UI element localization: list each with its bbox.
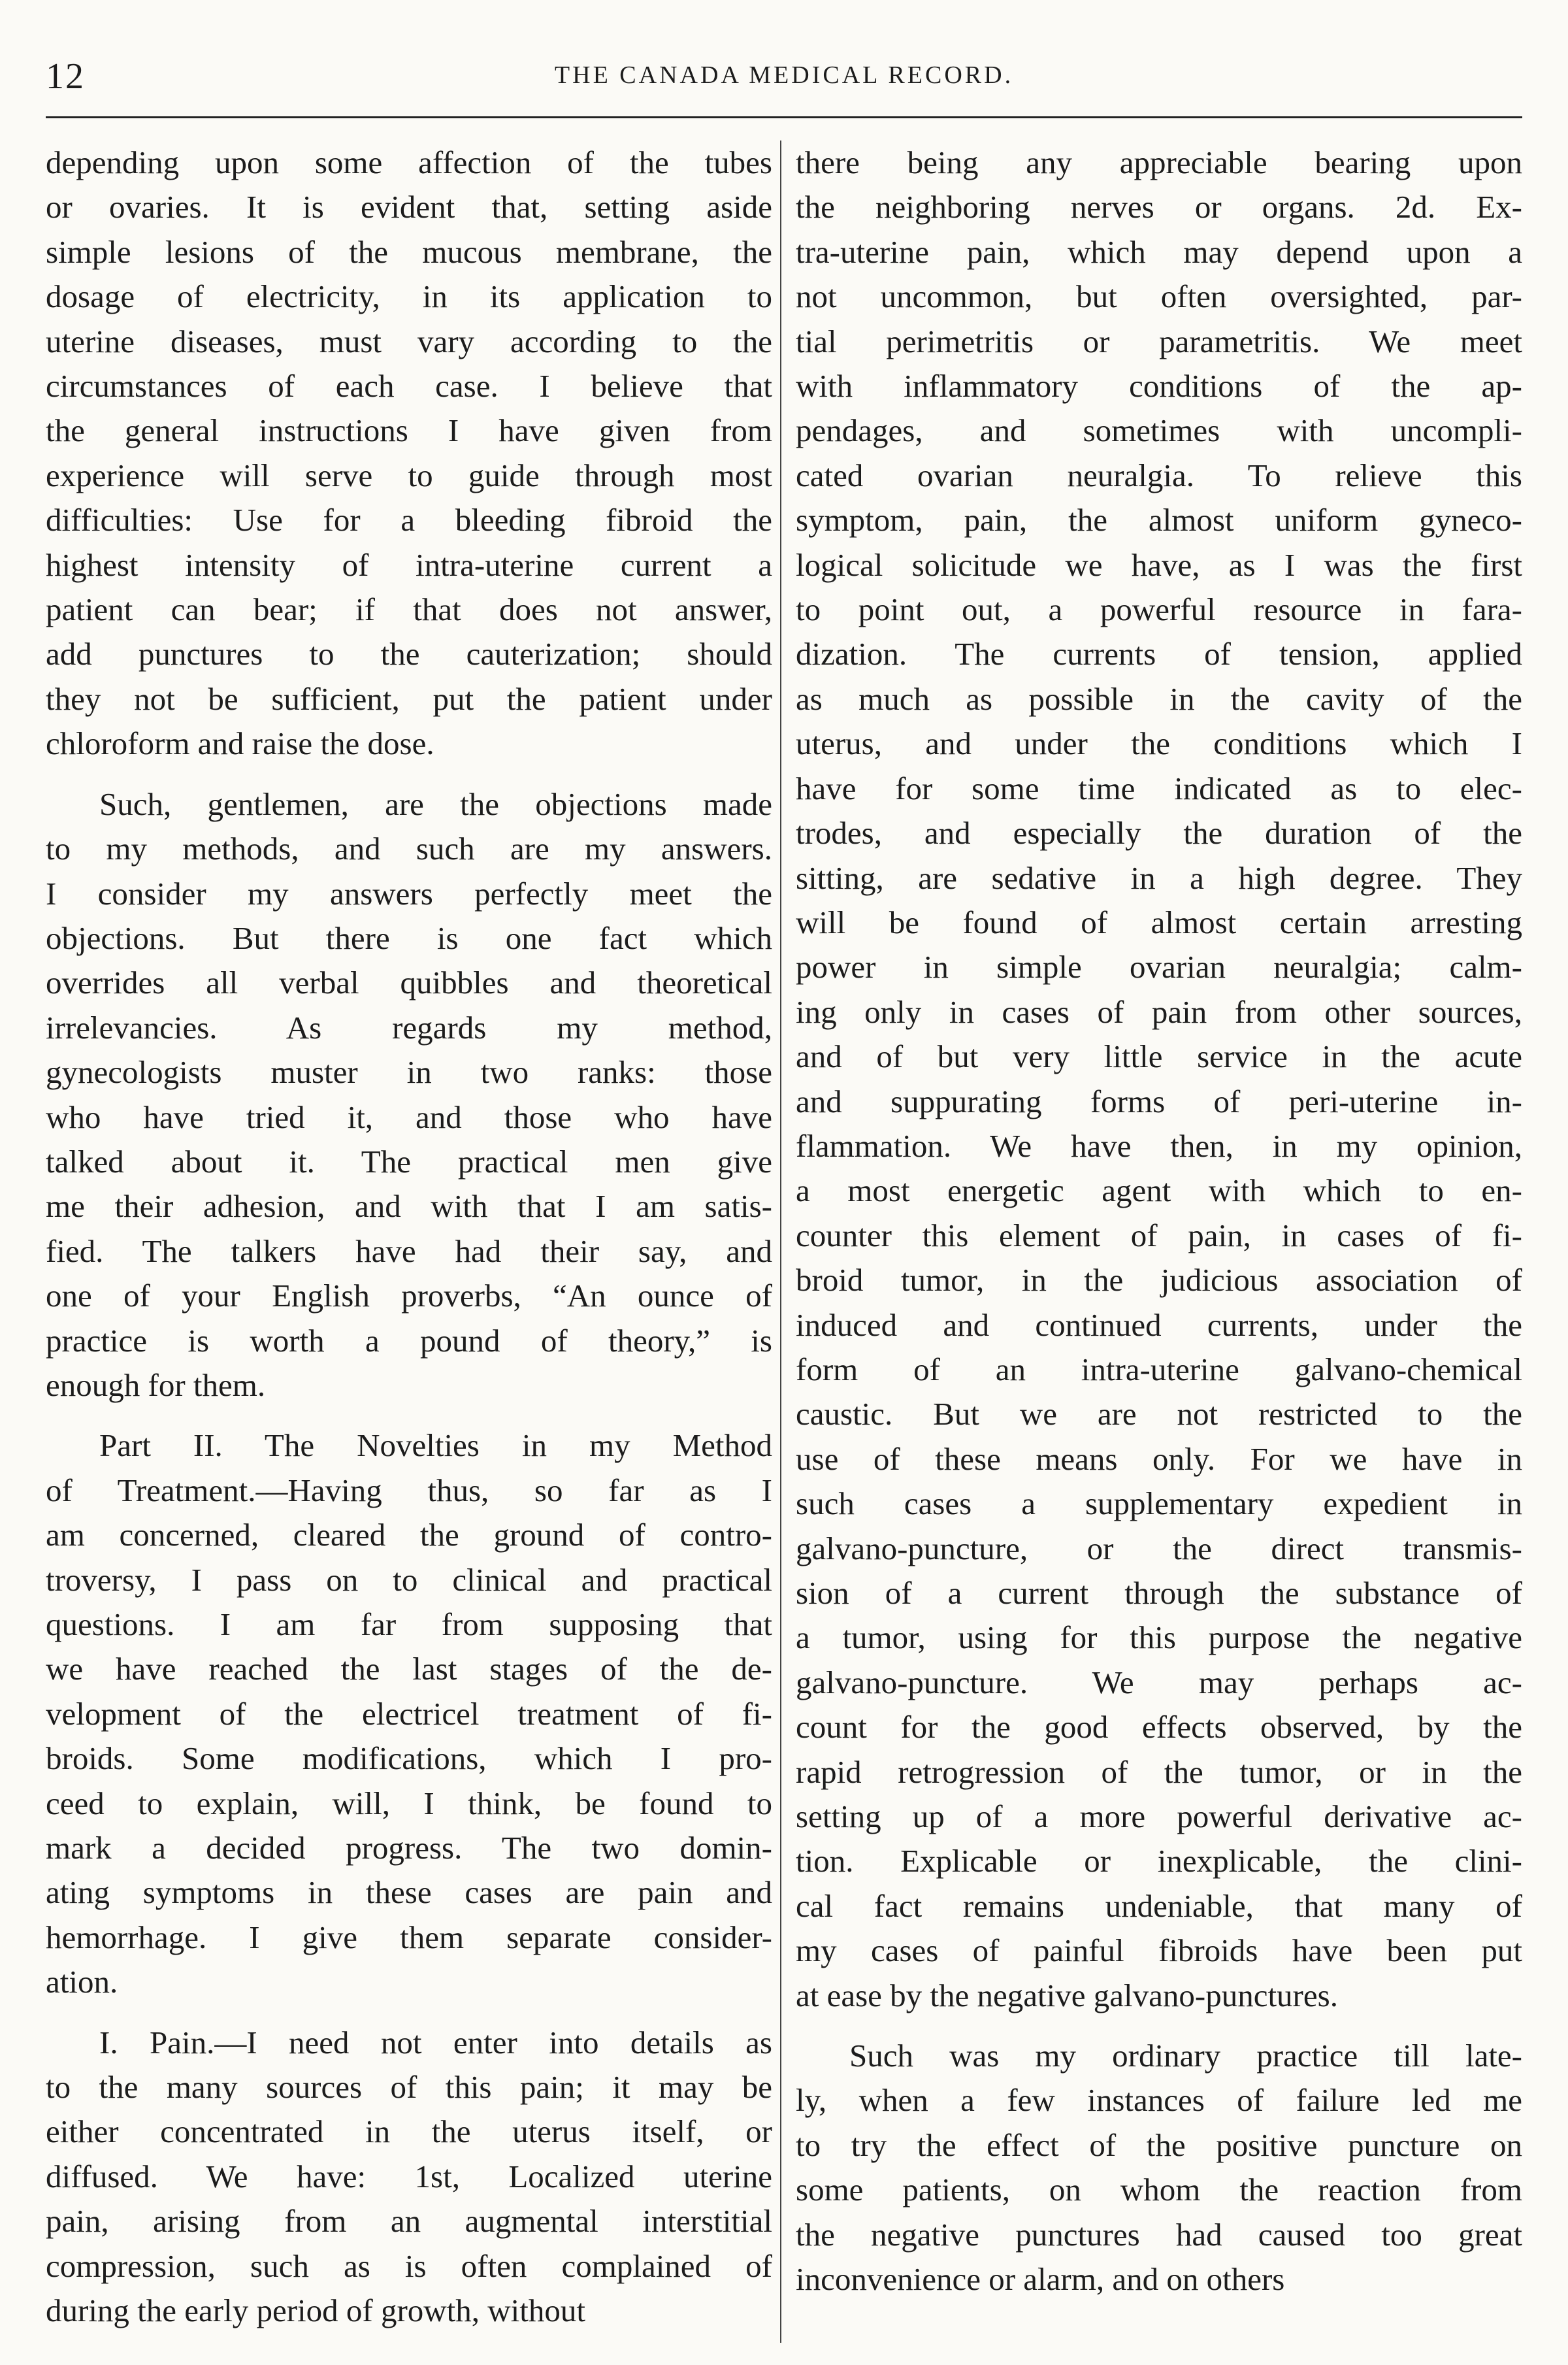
page-number: 12 (46, 56, 85, 97)
text-line: some patients, on whom the reaction from (796, 2172, 1522, 2208)
text-line: patient can bear; if that does not answer, (46, 591, 772, 628)
text-line: broid tumor, in the judicious association of (796, 1262, 1522, 1298)
paragraph (46, 141, 772, 767)
text-line: galvano-puncture. We may perhaps ac- (796, 1664, 1522, 1700)
text-line: as much as possible in the cavity of the (796, 680, 1522, 717)
paragraph (796, 141, 1522, 2018)
text-line: have for some time indicated as to elec- (796, 770, 1522, 806)
text-line: depending upon some affection of the tubes (46, 144, 772, 180)
text-line: who have tried it, and those who have (46, 1099, 772, 1135)
text-line: ating symptoms in these cases are pain and (46, 1874, 772, 1911)
column-divider (780, 141, 781, 2343)
text-line: setting up of a more powerful derivative ac- (796, 1798, 1522, 1835)
header-rule (46, 116, 1522, 118)
text-line: trodes, and especially the duration of the (796, 815, 1522, 852)
text-line: to my methods, and such are my answers. (46, 831, 772, 867)
text-line: symptom, pain, the almost uniform gyneco- (796, 502, 1522, 538)
text-line: me their adhesion, and with that I am satis- (46, 1188, 772, 1225)
text-line: to try the effect of the positive puncture on (796, 2126, 1522, 2163)
text-line: enough for them. (46, 1366, 266, 1403)
text-line: Such was my ordinary practice till late- (849, 2038, 1522, 2074)
text-line: ly, when a few instances of failure led me (796, 2082, 1522, 2119)
paragraph (46, 2021, 772, 2334)
text-line: practice is worth a pound of theory,” is (46, 1322, 772, 1359)
text-line: cated ovarian neuralgia. To relieve this (796, 457, 1522, 493)
text-line: objections. But there is one fact which (46, 919, 772, 956)
text-line: questions. I am far from supposing that (46, 1606, 772, 1642)
text-line: we have reached the last stages of the de- (46, 1651, 772, 1687)
text-line: compression, such as is often complained of (46, 2247, 772, 2284)
text-line: chloroform and raise the dose. (46, 725, 434, 762)
text-line: with inflammatory conditions of the ap- (796, 368, 1522, 405)
paragraph (46, 782, 772, 1408)
left-column (46, 141, 772, 2343)
text-line: irrelevancies. As regards my method, (46, 1009, 772, 1046)
text-line: circumstances of each case. I believe that (46, 368, 772, 405)
text-line: troversy, I pass on to clinical and practical (46, 1561, 772, 1598)
text-line: galvano-puncture, or the direct transmis- (796, 1530, 1522, 1566)
section-heading-paragraph (46, 1423, 772, 2004)
right-column (796, 141, 1522, 2343)
text-line: pendages, and sometimes with uncompli- (796, 412, 1522, 449)
text-line: use of these means only. For we have in (796, 1440, 1522, 1477)
text-line: counter this element of pain, in cases of fi- (796, 1217, 1522, 1253)
text-line: Part II. The Novelties in my Method (99, 1427, 772, 1464)
text-line: difficulties: Use for a bleeding fibroid the (46, 502, 772, 538)
text-line: rapid retrogression of the tumor, or in the (796, 1753, 1522, 1790)
running-head: THE CANADA MEDICAL RECORD. (554, 61, 1014, 89)
text-line: my cases of painful fibroids have been put (796, 1932, 1522, 1969)
text-line: experience will serve to guide through most (46, 457, 772, 493)
text-line: induced and continued currents, under the (796, 1306, 1522, 1343)
text-line: one of your English proverbs, “An ounce of (46, 1278, 772, 1314)
text-line: ing only in cases of pain from other sources, (796, 993, 1522, 1030)
text-line: a most energetic agent with which to en- (796, 1172, 1522, 1209)
text-line: logical solicitude we have, as I was the first (796, 546, 1522, 583)
text-line: form of an intra-uterine galvano-chemical (796, 1351, 1522, 1387)
text-line: cal fact remains undeniable, that many of (796, 1887, 1522, 1924)
text-line: inconvenience or alarm, and on others (796, 2261, 1285, 2298)
text-line: gynecologists muster in two ranks: those (46, 1054, 772, 1091)
text-line: will be found of almost certain arresting (796, 904, 1522, 940)
text-line: power in simple ovarian neuralgia; calm- (796, 949, 1522, 985)
text-line: such cases a supplementary expedient in (796, 1485, 1522, 1522)
text-line: sitting, are sedative in a high degree. They (796, 859, 1522, 896)
page-header (46, 36, 1522, 101)
text-line: I. Pain.—I need not enter into details as (99, 2024, 772, 2060)
text-line: uterus, and under the conditions which I (796, 725, 1522, 762)
text-line: of Treatment.—Having thus, so far as I (46, 1472, 772, 1508)
text-line: I consider my answers perfectly meet the (46, 875, 772, 912)
text-line: and of but very little service in the acute (796, 1038, 1522, 1075)
text-line: hemorrhage. I give them separate consider- (46, 1919, 772, 1955)
text-line: am concerned, cleared the ground of contro- (46, 1517, 772, 1553)
text-line: tion. Explicable or inexplicable, the clini- (796, 1843, 1522, 1879)
text-line: at ease by the negative galvano-punctures. (796, 1977, 1338, 2013)
text-line: there being any appreciable bearing upon (796, 144, 1522, 180)
text-line: or ovaries. It is evident that, setting aside (46, 189, 772, 225)
text-line: add punctures to the cauterization; should (46, 636, 772, 672)
text-line: flammation. We have then, in my opinion, (796, 1127, 1522, 1164)
text-line: diffused. We have: 1st, Localized uterine (46, 2158, 772, 2194)
text-line: ceed to explain, will, I think, be found to (46, 1785, 772, 1821)
text-line: simple lesions of the mucous membrane, the (46, 233, 772, 270)
text-line: to the many sources of this pain; it may be (46, 2069, 772, 2106)
text-line: not uncommon, but often oversighted, par- (796, 278, 1522, 315)
text-line: sion of a current through the substance of (796, 1575, 1522, 1611)
text-line: the general instructions I have given from (46, 412, 772, 449)
text-line: broids. Some modifications, which I pro- (46, 1740, 772, 1777)
text-line: overrides all verbal quibbles and theoretical (46, 965, 772, 1001)
text-line: talked about it. The practical men give (46, 1143, 772, 1180)
text-line: count for the good effects observed, by the (796, 1709, 1522, 1745)
text-line: Such, gentlemen, are the objections made (99, 786, 772, 822)
text-line: the neighboring nerves or organs. 2d. Ex- (796, 189, 1522, 225)
text-line: highest intensity of intra-uterine current a (46, 546, 772, 583)
text-line: mark a decided progress. The two domin- (46, 1830, 772, 1866)
text-line: and suppurating forms of peri-uterine in- (796, 1083, 1522, 1119)
text-line: the negative punctures had caused too great (796, 2216, 1522, 2253)
text-line: either concentrated in the uterus itself, or (46, 2113, 772, 2150)
text-line: they not be sufficient, put the patient under (46, 680, 772, 717)
text-line: to point out, a powerful resource in fara- (796, 591, 1522, 628)
text-line: pain, arising from an augmental interstitial (46, 2203, 772, 2240)
text-line: tial perimetritis or parametritis. We meet (796, 323, 1522, 359)
text-line: fied. The talkers have had their say, and (46, 1232, 772, 1269)
text-line: a tumor, using for this purpose the negative (796, 1619, 1522, 1656)
text-line: velopment of the electricel treatment of fi- (46, 1695, 772, 1732)
text-line: ation. (46, 1964, 118, 2000)
text-line: tra-uterine pain, which may depend upon a (796, 233, 1522, 270)
text-line: during the early period of growth, without (46, 2292, 586, 2329)
text-line: dosage of electricity, in its application to (46, 278, 772, 315)
text-line: dization. The currents of tension, applied (796, 636, 1522, 672)
paragraph (796, 2034, 1522, 2302)
text-line: uterine diseases, must vary according to the (46, 323, 772, 359)
text-line: caustic. But we are not restricted to the (796, 1396, 1522, 1432)
